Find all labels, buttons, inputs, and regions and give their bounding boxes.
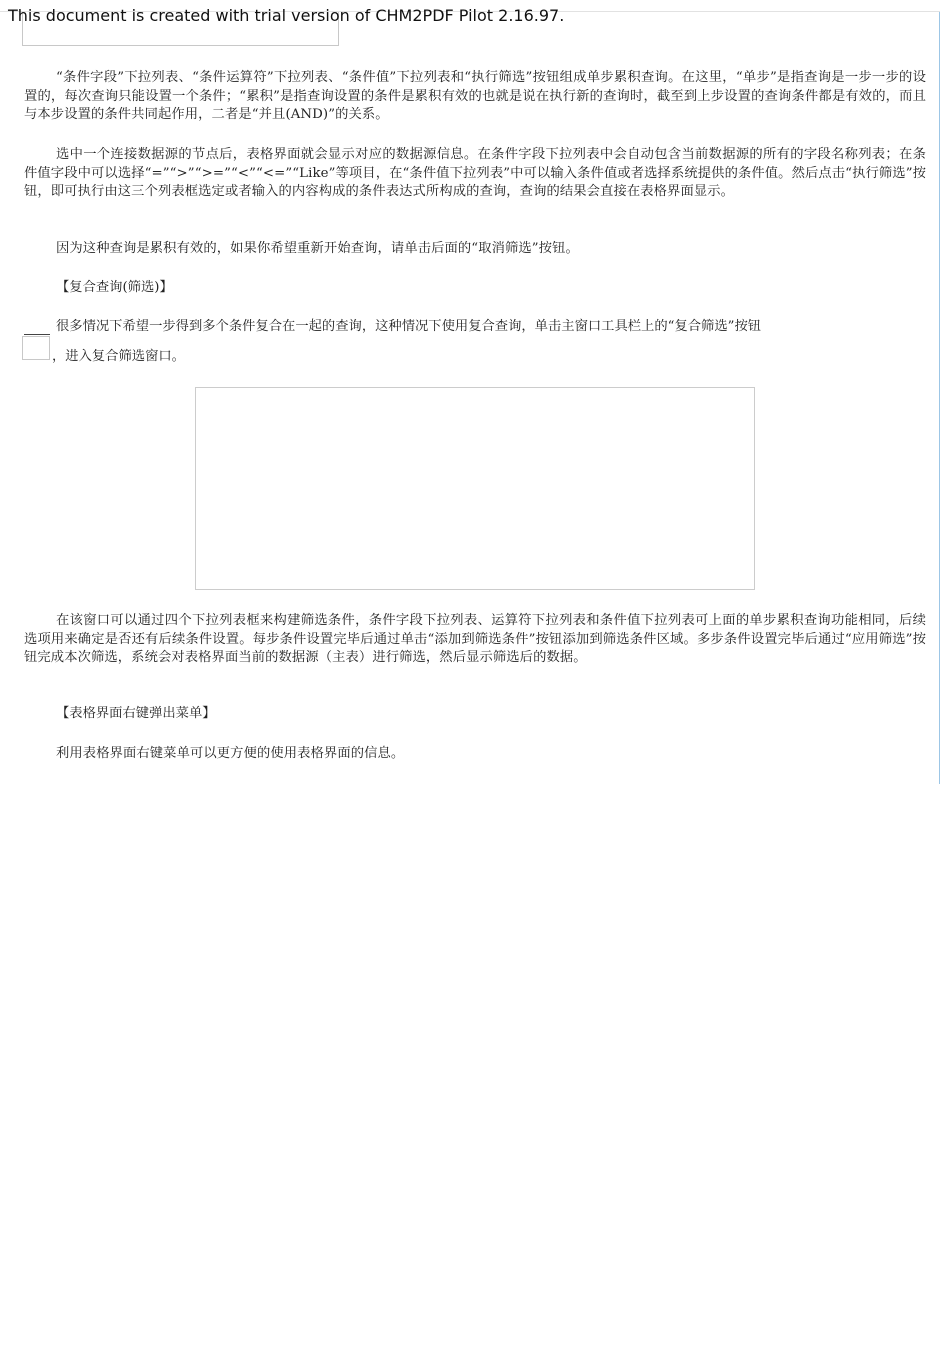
right-rule [939,12,940,784]
heading-context-menu: 【表格界面右键弹出菜单】 [56,706,216,721]
trial-watermark: This document is created with trial version of CHM2PDF Pilot 2.16.97. [8,6,565,25]
paragraph-compound-filter-line1: 很多情况下希望一步得到多个条件复合在一起的查询，这种情况下使用复合查询，单击主窗口工具栏上的“复合筛选”按钮 [56,319,762,334]
paragraph-compound-filter-line2: ，进入复合筛选窗口。 [52,349,185,364]
compound-filter-window-image [195,387,755,590]
paragraph-context-menu: 利用表格界面右键菜单可以更方便的使用表格界面的信息。 [56,746,405,761]
paragraph-single-step-query: “条件字段”下拉列表、“条件运算符”下拉列表、“条件值”下拉列表和“执行筛选”按钮组成单步累积查询。在这里，“单步”是指查询是一步一步的设置的，每次查询只能设置一个条件；“累积”是指查询设置的条件是累积有效的也就是说在执行新的查询时，截至到上步设置的查询条件都是有效的，而且与本步设置的条件共同起作用，二者是“并且(AND)”的关系。 [24,70,926,123]
paragraph-compound-filter-window: 在该窗口可以通过四个下拉列表框来构建筛选条件，条件字段下拉列表、运算符下拉列表和条件值下拉列表可上面的单步累积查询功能相同，后续选项用来确定是否还有后续条件设置。每步条件设置完毕后通过单击“添加到筛选条件”按钮添加到筛选条件区域。多步条件设置完毕后通过“应用筛选”按钮完成本次筛选，系统会对表格界面当前的数据源（主表）进行筛选，然后显示筛选后的数据。 [24,613,926,666]
compound-filter-icon [22,336,50,360]
paragraph-cancel-filter: 因为这种查询是累积有效的，如果你希望重新开始查询，请单击后面的“取消筛选”按钮。 [56,241,579,256]
heading-compound-query: 【复合查询(筛选)】 [56,280,173,295]
paragraph-data-source-info: 选中一个连接数据源的节点后，表格界面就会显示对应的数据源信息。在条件字段下拉列表中会自动包含当前数据源的所有的字段名称列表；在条件值字段中可以选择“=”“>”“>=”“<”“<=”“Like”等项目，在“条件值下拉列表”中可以输入条件值或者选择系统提供的条件值。然后点击“执行筛选”按钮，即可执行由这三个列表框选定或者输入的内容构成的条件表达式所构成的查询，查询的结果会直接在表格界面显示。 [24,147,926,200]
icon-underline [24,334,50,335]
